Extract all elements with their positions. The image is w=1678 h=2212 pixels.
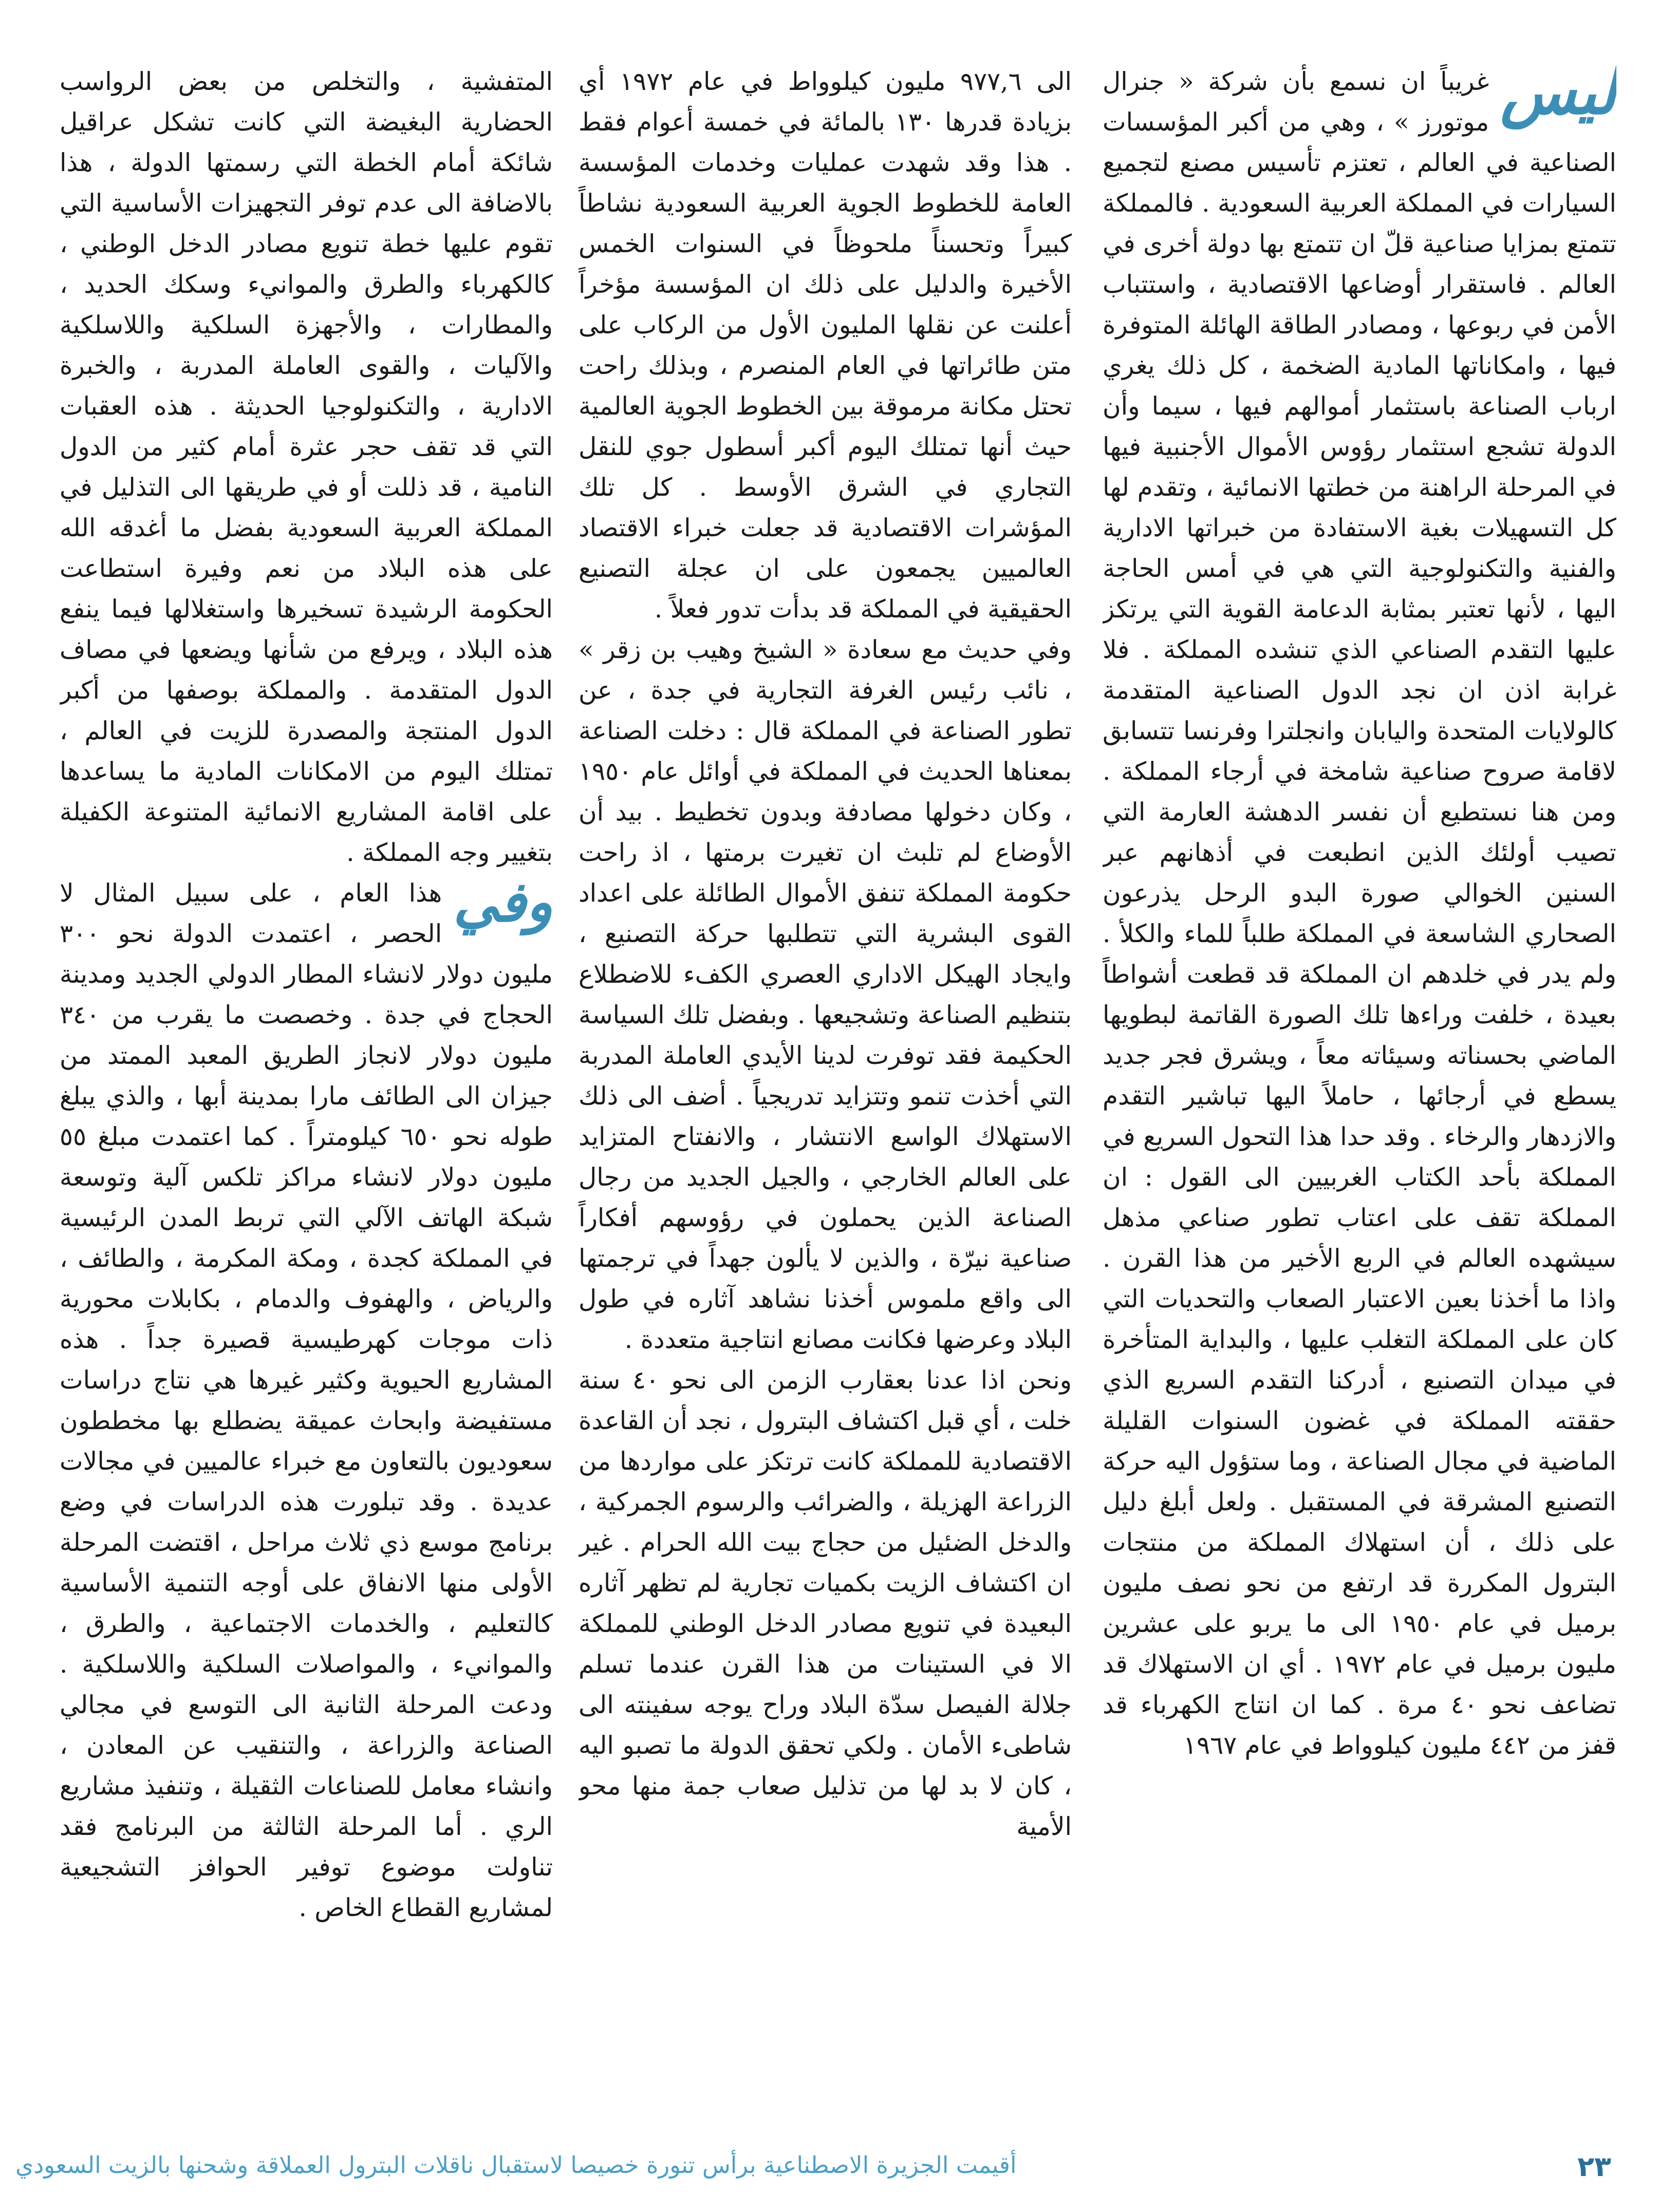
article-column-middle [579,62,1072,2075]
drop-cap-heading: وفي [453,870,553,934]
drop-cap-heading: ليس [1500,62,1616,128]
paragraph: الى ٩٧٧,٦ مليون كيلوواط في عام ١٩٧٢ أي بزيادة قدرها ١٣٠ بالمائة في خمسة أعوام فقط . هذا وقد شهدت عمليات وخدمات المؤسسة العامة للخطوط الجوية العربية السعودية نشاطاً كبيراً وتحسناً ملحوظاً في السنوات الخمس الأخيرة والدليل على ذلك ان المؤسسة مؤخراً أعلنت عن نقلها المليون الأول من الركاب على متن طائراتها في العام المنصرم ، وبذلك راحت تحتل مكانة مرموقة بين الخطوط الجوية العالمية حيث أنها تمتلك اليوم أكبر أسطول جوي للنقل التجاري في الشرق الأوسط . كل تلك المؤشرات الاقتصادية قد جعلت خبراء الاقتصاد العالميين يجمعون على ان عجلة التصنيع الحقيقية في المملكة قد بدأت تدور فعلاً . [579,67,1072,624]
article-column-right [1103,62,1616,2075]
page-footer [0,2150,1678,2191]
paragraph: غريباً ان نسمع بأن شركة « جنرال موتورز » ، وهي من أكبر المؤسسات الصناعية في العالم ، تعتزم تأسيس مصنع لتجميع السيارات في المملكة العربية السعودية . فالمملكة تتمتع بمزايا صناعية قلّ ان تتمتع بها دولة أخرى في العالم . فاستقرار أوضاعها الاقتصادية ، واستتباب الأمن في ربوعها ، ومصادر الطاقة الهائلة المتوفرة فيها ، وامكاناتها المادية الضخمة ، كل ذلك يغري ارباب الصناعة باستثمار أموالهم فيها ، سيما وأن الدولة تشجع استثمار رؤوس الأموال الأجنبية فيها في المرحلة الراهنة من خطتها الانمائية ، وتقدم لها كل التسهيلات بغية الاستفادة من خبراتها الادارية والفنية والتكنولوجية التي هي في أمس الحاجة اليها ، لأنها تعتبر بمثابة الدعامة القوية التي يرتكز عليها التقدم الصناعي الذي تنشده المملكة . فلا غرابة اذن ان نجد الدول الصناعية المتقدمة كالولايات المتحدة واليابان وانجلترا وفرنسا تتسابق لاقامة صروح صناعية شامخة في أرجاء المملكة . ومن هنا نستطيع أن نفسر الدهشة العارمة التي تصيب أولئك الذين انطبعت في أذهانهم عبر السنين الخوالي صورة البدو الرحل يذرعون الصحاري الشاسعة في المملكة طلباً للماء والكلأ . ولم يدر في خلدهم ان المملكة قد قطعت أشواطاً بعيدة ، خلفت وراءها تلك الصورة القاتمة لبطويها الماضي بحسناته وسيئاته معاً ، ويشرق فجر جديد يسطع في أرجائها ، حاملاً اليها تباشير التقدم والازدهار والرخاء . وقد حدا هذا التحول السريع في المملكة بأحد الكتاب الغربيين الى القول : ان المملكة تقف على اعتاب تطور صناعي مذهل سيشهده العالم في الربع الأخير من هذا القرن . واذا ما أخذنا بعين الاعتبار الصعاب والتحديات التي كان على المملكة التغلب عليها ، والبداية المتأخرة في ميدان التصنيع ، أدركنا التقدم السريع الذي حققته المملكة في غضون السنوات القليلة الماضية في مجال الصناعة ، وما ستؤول اليه حركة التصنيع المشرقة في المستقبل . ولعل أبلغ دليل على ذلك ، أن استهلاك المملكة من منتجات البترول المكررة قد ارتفع من نحو نصف مليون برميل في عام ١٩٥٠ الى ما يربو على عشرين مليون برميل في عام ١٩٧٢ . أي ان الاستهلاك قد تضاعف نحو ٤٠ مرة . كما ان انتاج الكهرباء قد قفز من ٤٤٢ مليون كيلوواط في عام ١٩٦٧ [1103,67,1616,1760]
paragraph: المتفشية ، والتخلص من بعض الرواسب الحضارية البغيضة التي كانت تشكل عراقيل شائكة أمام الخطة التي رسمتها الدولة ، هذا بالاضافة الى عدم توفر التجهيزات الأساسية التي تقوم عليها خطة تنويع مصادر الدخل الوطني ، كالكهرباء والطرق والموانيء وسكك الحديد ، والمطارات ، والأجهزة السلكية واللاسلكية والآليات ، والقوى العاملة المدربة ، والخبرة الادارية ، والتكنولوجيا الحديثة . هذه العقبات التي قد تقف حجر عثرة أمام كثير من الدول النامية ، قد ذللت أو في طريقها الى التذليل في المملكة العربية السعودية بفضل ما أغدقه الله على هذه البلاد من نعم وفيرة استطاعت الحكومة الرشيدة تسخيرها واستغلالها فيما ينفع هذه البلاد ، ويرفع من شأنها ويضعها في مصاف الدول المتقدمة . والمملكة بوصفها من أكبر الدول المنتجة والمصدرة للزيت في العالم ، تمتلك اليوم من الامكانات المادية ما يساعدها على اقامة المشاريع الانمائية المتنوعة الكفيلة بتغيير وجه المملكة . [60,67,553,867]
page-number: ٢٣ [1577,2150,1611,2183]
article-column-left [60,62,553,2075]
photo-caption: أقيمت الجزيرة الاصطناعية برأس تنورة خصيصا لاستقبال ناقلات البترول العملاقة وشحنها بالزيت السعودي [15,2151,1017,2179]
paragraph: هذا العام ، على سبيل المثال لا الحصر ، اعتمدت الدولة نحو ٣٠٠ مليون دولار لانشاء المطار الدولي الجديد ومدينة الحجاج في جدة . وخصصت ما يقرب من ٣٤٠ مليون دولار لانجاز الطريق المعبد الممتد من جيزان الى الطائف مارا بمدينة أبها ، والذي يبلغ طوله نحو ٦٥٠ كيلومتراً . كما اعتمدت مبلغ ٥٥ مليون دولار لانشاء مراكز تلكس آلية وتوسعة شبكة الهاتف الآلي التي تربط المدن الرئيسية في المملكة كجدة ، ومكة المكرمة ، والطائف ، والرياض ، والهفوف والدمام ، بكابلات محورية ذات موجات كهرطيسية قصيرة جداً . هذه المشاريع الحيوية وكثير غيرها هي نتاج دراسات مستفيضة وابحاث عميقة يضطلع بها مخططون سعوديون بالتعاون مع خبراء عالميين في مجالات عديدة . وقد تبلورت هذه الدراسات في وضع برنامج موسع ذي ثلاث مراحل ، اقتضت المرحلة الأولى منها الانفاق على أوجه التنمية الأساسية كالتعليم ، والخدمات الاجتماعية ، والطرق ، والموانيء ، والمواصلات السلكية واللاسلكية . ودعت المرحلة الثانية الى التوسع في مجالي الصناعة والزراعة ، والتنقيب عن المعادن ، وانشاء معامل للصناعات الثقيلة ، وتنفيذ مشاريع الري . أما المرحلة الثالثة من البرنامج فقد تناولت موضوع توفير الحوافز التشجيعية لمشاريع القطاع الخاص . [60,879,553,1922]
paragraph: وفي حديث مع سعادة « الشيخ وهيب بن زقر » ، نائب رئيس الغرفة التجارية في جدة ، عن تطور الصناعة في المملكة قال : دخلت الصناعة بمعناها الحديث في المملكة في أوائل عام ١٩٥٠ ، وكان دخولها مصادفة وبدون تخطيط . بيد أن الأوضاع لم تلبث ان تغيرت برمتها ، اذ راحت حكومة المملكة تنفق الأموال الطائلة على اعداد القوى البشرية التي تتطلبها حركة التصنيع ، وايجاد الهيكل الاداري العصري الكفء للاضطلاع بتنظيم الصناعة وتشجيعها . وبفضل تلك السياسة الحكيمة فقد توفرت لدينا الأيدي العاملة المدربة التي أخذت تنمو وتتزايد تدريجياً . أضف الى ذلك الاستهلاك الواسع الانتشار ، والانفتاح المتزايد على العالم الخارجي ، والجيل الجديد من رجال الصناعة الذين يحملون في رؤوسهم أفكاراً صناعية نيرّة ، والذين لا يألون جهداً في ترجمتها الى واقع ملموس أخذنا نشاهد آثاره في طول البلاد وعرضها فكانت مصانع انتاجية متعددة . [579,635,1072,1354]
paragraph: ونحن اذا عدنا بعقارب الزمن الى نحو ٤٠ سنة خلت ، أي قبل اكتشاف البترول ، نجد أن القاعدة الاقتصادية للمملكة كانت ترتكز على مواردها من الزراعة الهزيلة ، والضرائب والرسوم الجمركية ، والدخل الضئيل من حجاج بيت الله الحرام . غير ان اكتشاف الزيت بكميات تجارية لم تظهر آثاره البعيدة في تنويع مصادر الدخل الوطني للمملكة الا في الستينات من هذا القرن عندما تسلم جلالة الفيصل سدّة البلاد وراح يوجه سفينته الى شاطىء الأمان . ولكي تحقق الدولة ما تصبو اليه ، كان لا بد لها من تذليل صعاب جمة منها محو الأمية [579,1366,1072,1841]
